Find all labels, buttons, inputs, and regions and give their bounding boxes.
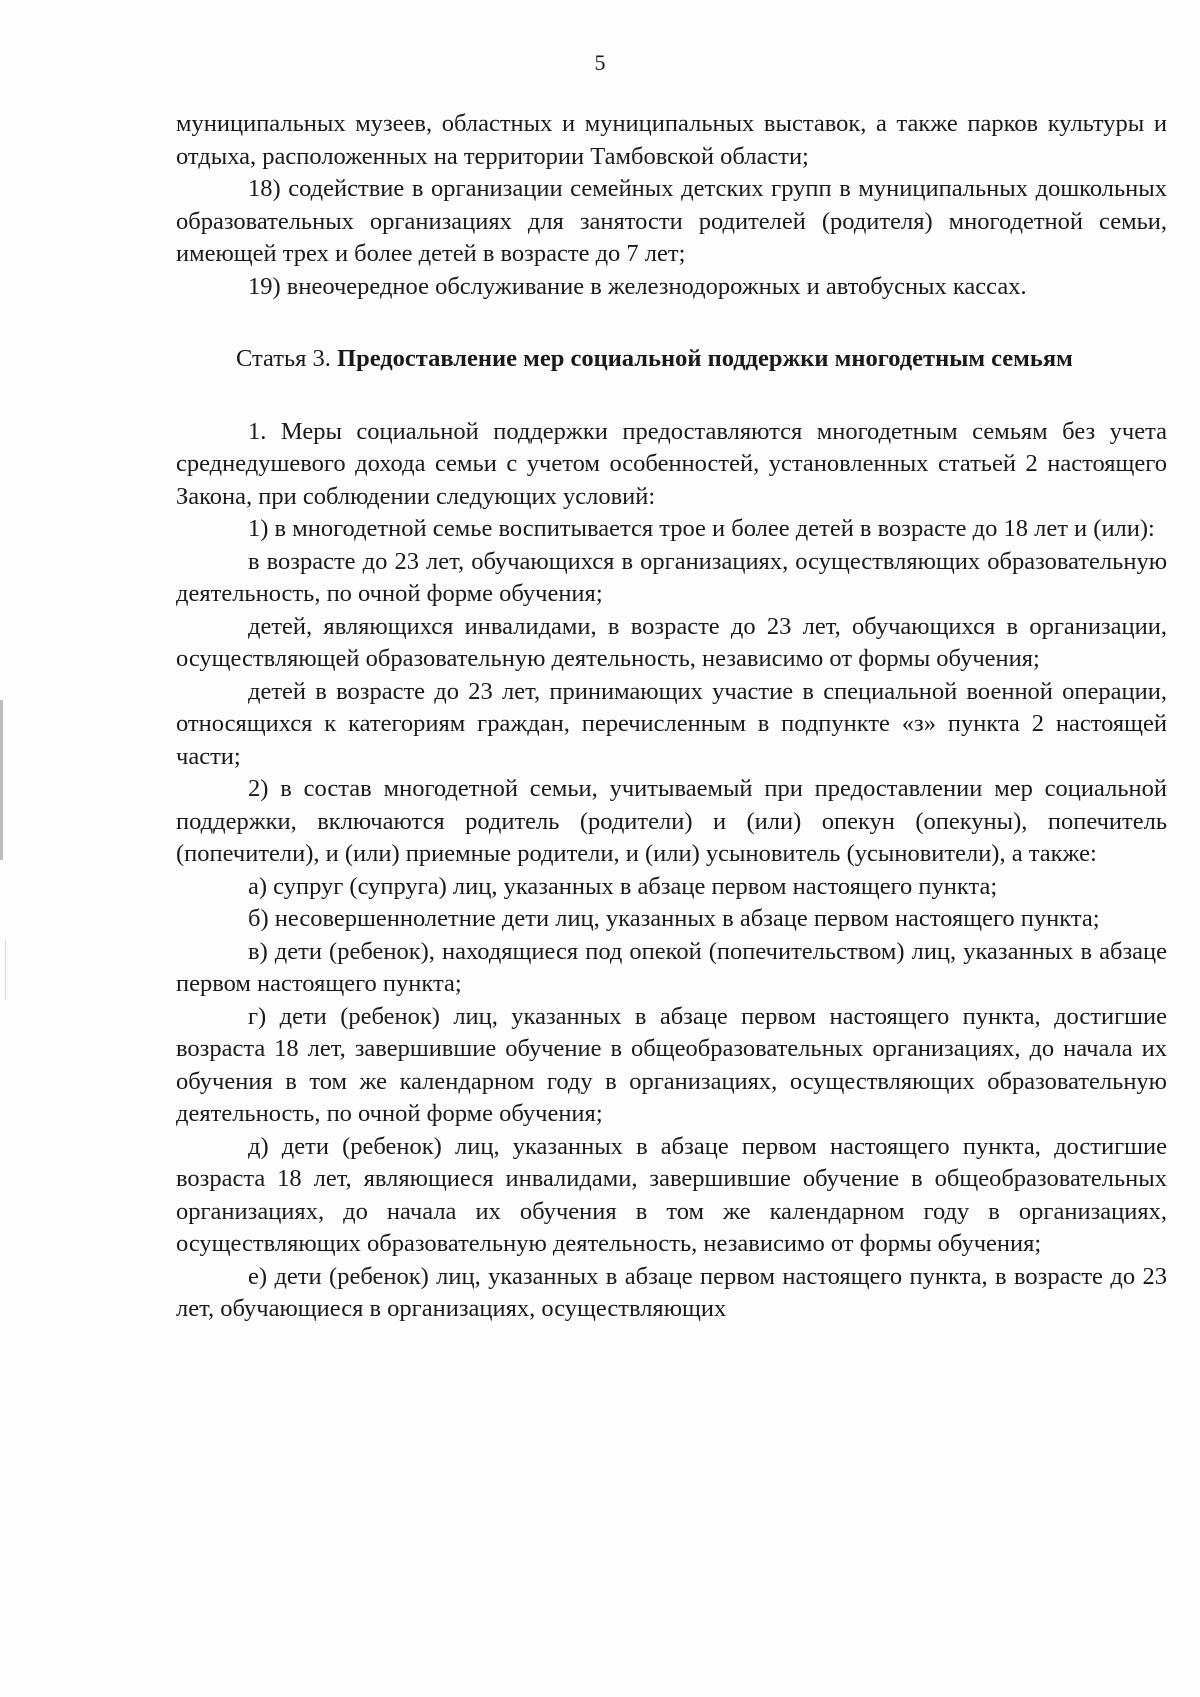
scan-edge-speck [5,940,6,1000]
paragraph: г) дети (ребенок) лиц, указанных в абзаце первом настоящего пункта, достигшие возраста 18 лет, завершившие обучение в общеобразовательных организациях, до начала их обучения в том же календарном году в организациях, осуществляющих образовательную деятельность, по очной форме обучения; [176,1002,1167,1127]
article-title: Предоставление мер социальной поддержки многодетным семьям [337,345,1073,372]
article-prefix: Статья 3. [236,345,338,372]
paragraph: 19) внеочередное обслуживание в железнодорожных и автобусных кассах. [248,272,1027,300]
paragraph: 1) в многодетной семье воспитывается трое и более детей в возрасте до 18 лет и (или): [248,515,1155,542]
paragraph: в возрасте до 23 лет, обучающихся в организациях, осуществляющих образовательную деятельность, по очной форме обучения; [176,547,1167,607]
paragraph: муниципальных музеев, областных и муниципальных выставок, а также парков культуры и отдыха, расположенных на территории Тамбовской области; [176,110,1167,170]
scan-edge-mark [0,700,3,860]
paragraph: а) супруг (супруга) лиц, указанных в абзаце первом настоящего пункта; [248,872,998,900]
article-heading [176,343,1167,376]
paragraph: 2) в состав многодетной семьи, учитываемый при предоставлении мер социальной поддержки, включаются родитель (родители) и (или) опекун (опекуны), попечитель (попечители), и (или) приемные родители, и (или) усыновитель (усыновители), а также: [176,775,1167,867]
paragraph: в) дети (ребенок), находящиеся под опекой (попечительством) лиц, указанных в абзаце первом настоящего пункта; [176,937,1167,997]
paragraphs-before [176,108,1167,303]
paragraph: д) дети (ребенок) лиц, указанных в абзаце первом настоящего пункта, достигшие возраста 18 лет, являющиеся инвалидами, завершившие обучение в общеобразовательных организациях, до начала их обучения в том же календарном году в организациях, осуществляющих образовательную деятельность, независимо от формы обучения; [176,1132,1167,1257]
paragraph: 1. Меры социальной поддержки предоставляются многодетным семьям без учета среднедушевого дохода семьи с учетом особенностей, установленных статьей 2 настоящего Закона, при соблюдении следующих условий: [176,417,1167,510]
paragraph: б) несовершеннолетние дети лиц, указанных в абзаце первом настоящего пункта; [248,905,1100,932]
paragraph: е) дети (ребенок) лиц, указанных в абзаце первом настоящего пункта, в возрасте до 23 лет, обучающиеся в организациях, осуществляющих [176,1262,1167,1322]
page-number: 5 [594,50,606,75]
paragraph: детей, являющихся инвалидами, в возрасте до 23 лет, обучающихся в организации, осуществляющей образовательную деятельность, независимо от формы обучения; [176,612,1167,672]
document-body [176,108,1167,1326]
paragraph: детей в возрасте до 23 лет, принимающих участие в специальной военной операции, относящихся к категориям граждан, перечисленным в подпункте «з» пункта 2 настоящей части; [176,677,1167,770]
paragraphs-after [176,416,1167,1326]
paragraph: 18) содействие в организации семейных детских групп в муниципальных дошкольных образовательных организациях для занятости родителей (родителя) многодетной семьи, имеющей трех и более детей в возрасте до 7 лет; [176,175,1167,267]
